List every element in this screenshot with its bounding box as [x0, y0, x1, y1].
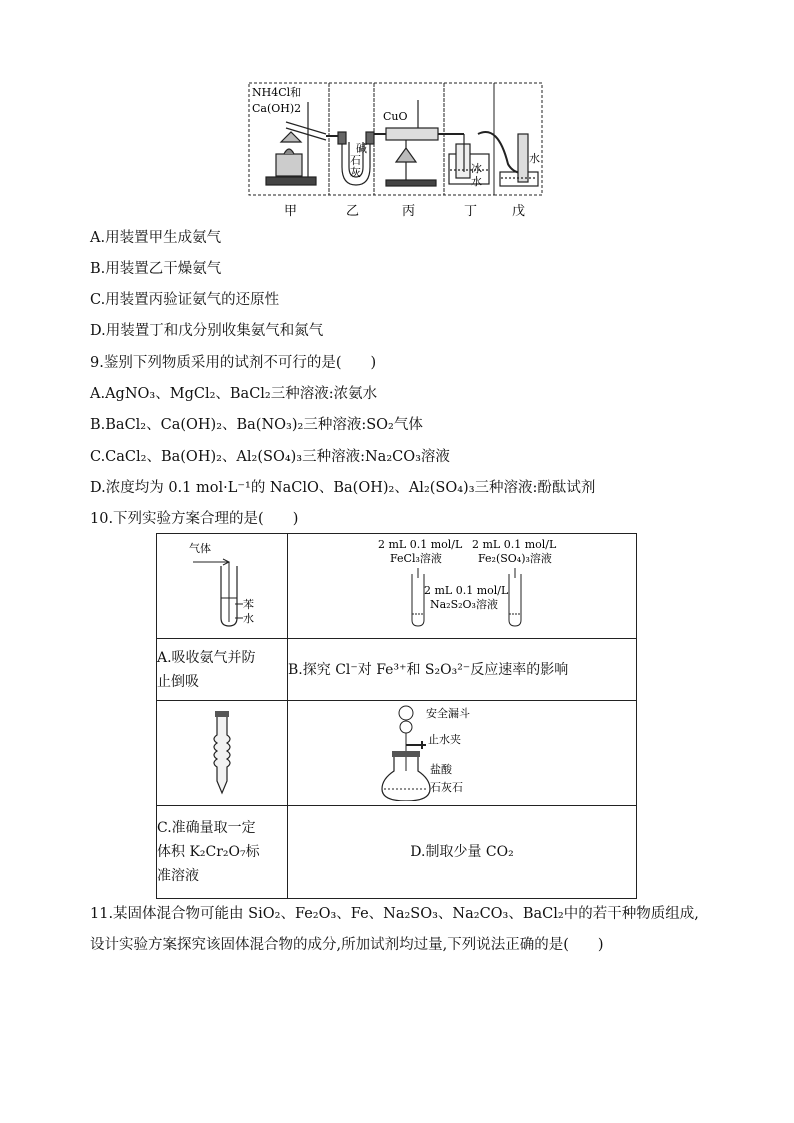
fig-b-mid-conc: 2 mL 0.1 mol/L	[424, 584, 509, 597]
fig8-label-alkali-3: 灰	[350, 166, 361, 179]
fig-d-funnel-label: 安全漏斗	[426, 707, 470, 720]
fig-b-right-conc: 2 mL 0.1 mol/L	[472, 538, 557, 551]
fig-b-left-solution: FeCl₃溶液	[390, 552, 442, 565]
q9-option-a: A.AgNO₃、MgCl₂、BaCl₂三种溶液:浓氨水	[90, 386, 378, 402]
station-label-jia: 甲	[284, 204, 298, 219]
station-label-yi: 乙	[346, 204, 360, 219]
q9-option-c: C.CaCl₂、Ba(OH)₂、Al₂(SO₄)₃三种溶液:Na₂CO₃溶液	[90, 449, 450, 465]
figure-d-co2-generator	[288, 701, 636, 801]
q10-caption-a	[157, 639, 288, 701]
apparatus-figure	[246, 82, 546, 222]
figure-a-absorption	[157, 534, 287, 634]
caption-a-line-1: A.吸收氨气并防	[157, 649, 256, 666]
figure-c-pipette	[157, 701, 287, 801]
q10-figure-a-cell	[157, 534, 288, 639]
fig-b-mid-solution: Na₂S₂O₃溶液	[430, 598, 498, 611]
caption-c-line-3: 准溶液	[157, 868, 199, 884]
caption-c-line-1: C.准确量取一定	[157, 820, 256, 836]
fig-b-left-conc: 2 mL 0.1 mol/L	[378, 538, 463, 551]
fig-d-stone-label: 石灰石	[430, 781, 463, 794]
fig8-label-ice-2: 水	[471, 175, 482, 188]
q10-figure-b-cell	[288, 534, 637, 639]
fig8-label-water: 水	[529, 152, 540, 165]
q8-option-a: A.用装置甲生成氨气	[90, 230, 222, 246]
fig-a-benzene-label: 苯	[243, 598, 254, 611]
fig-d-acid-label: 盐酸	[430, 763, 452, 776]
q8-option-d: D.用装置丁和戊分别收集氨气和氮气	[90, 323, 324, 339]
station-ding-apparatus	[449, 134, 489, 184]
fig-d-clamp-label: 止水夹	[428, 733, 461, 746]
q11-line-2: 设计实验方案探究该固体混合物的成分,所加试剂均过量,下列说法正确的是( )	[90, 937, 604, 953]
q10-figure-d-cell	[288, 701, 637, 806]
q8-option-b: B.用装置乙干燥氨气	[90, 261, 222, 277]
q10-stem: 10.下列实验方案合理的是( )	[90, 511, 299, 527]
fig8-label-cuo: CuO	[383, 110, 408, 123]
fig-b-right-tube	[509, 574, 521, 626]
figure-b-tubes	[288, 534, 636, 634]
caption-c-line-2: 体积 K₂Cr₂O₇标	[157, 844, 260, 860]
fig-b-left-tube	[412, 574, 424, 626]
fig8-label-alkali-1: 碱	[356, 142, 367, 155]
apparatus-diagram	[246, 82, 546, 222]
fig-b-right-solution: Fe₂(SO₄)₃溶液	[478, 552, 552, 565]
caption-d-text: D.制取少量 CO₂	[410, 844, 514, 860]
fig8-label-nh4cl: NH4Cl和	[252, 86, 302, 99]
fig8-label-ice-1: 冰	[471, 162, 482, 175]
fig-a-water-label: 水	[243, 612, 254, 625]
q8-option-c: C.用装置丙验证氨气的还原性	[90, 292, 280, 308]
q9-option-b: B.BaCl₂、Ca(OH)₂、Ba(NO₃)₂三种溶液:SO₂气体	[90, 417, 423, 433]
q10-caption-b	[288, 639, 637, 701]
station-label-wu: 戊	[512, 204, 526, 219]
q10-caption-c	[157, 806, 288, 899]
q9-option-d: D.浓度均为 0.1 mol·L⁻¹的 NaClO、Ba(OH)₂、Al₂(SO₄)₃三种溶液:酚酞试剂	[90, 480, 596, 496]
station-label-ding: 丁	[464, 204, 478, 219]
fig8-label-alkali-2: 石	[350, 154, 361, 167]
fig8-label-caoh2: Ca(OH)2	[252, 102, 302, 115]
q9-stem: 9.鉴别下列物质采用的试剂不可行的是( )	[90, 355, 377, 371]
q10-caption-d	[288, 806, 637, 899]
caption-b-text: B.探究 Cl⁻对 Fe³⁺和 S₂O₃²⁻反应速率的影响	[288, 661, 569, 678]
caption-a-line-2: 止倒吸	[157, 673, 199, 690]
fig-a-gas-label: 气体	[189, 542, 211, 555]
station-label-bing: 丙	[402, 204, 416, 219]
q11-line-1: 11.某固体混合物可能由 SiO₂、Fe₂O₃、Fe、Na₂SO₃、Na₂CO₃、BaCl₂中的若干种物质组成,	[90, 906, 699, 922]
q10-figure-c-cell	[157, 701, 288, 806]
q10-experiment-table	[156, 533, 637, 899]
